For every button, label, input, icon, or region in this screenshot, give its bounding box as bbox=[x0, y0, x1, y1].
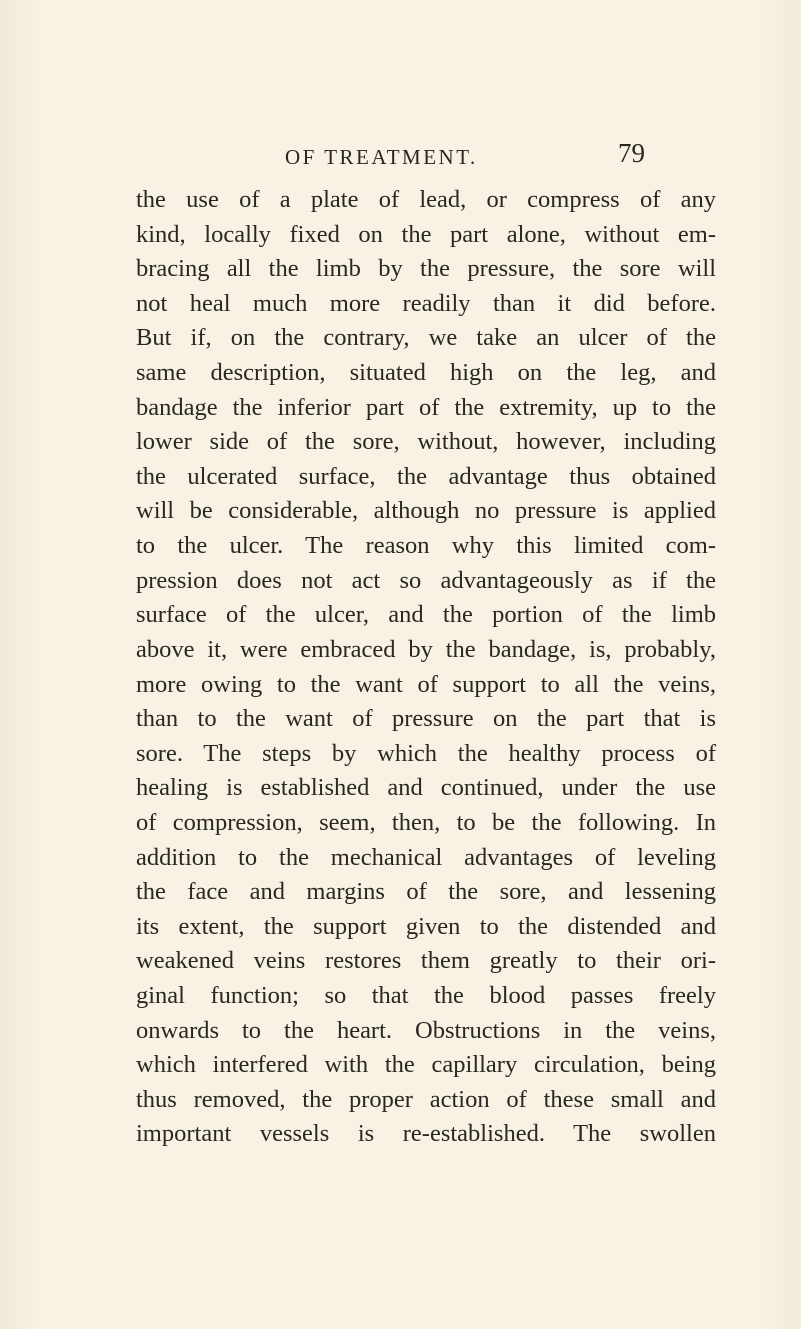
text-line: pression does not act so advantageously as if the bbox=[136, 566, 716, 594]
text-line: thus removed, the proper action of these small and bbox=[136, 1085, 716, 1113]
text-line: not heal much more readily than it did before. bbox=[136, 289, 716, 317]
text-line: will be considerable, although no pressure is applied bbox=[136, 497, 716, 525]
text-line: surface of the ulcer, and the portion of the limb bbox=[136, 601, 716, 629]
text-line: important vessels is re-established. The swollen bbox=[136, 1120, 716, 1148]
text-line: the use of a plate of lead, or compress of any bbox=[136, 186, 716, 213]
body-text bbox=[136, 183, 716, 1152]
text-line: But if, on the contrary, we take an ulcer of the bbox=[136, 324, 716, 352]
running-head bbox=[0, 138, 801, 178]
text-line: onwards to the heart. Obstructions in the veins, bbox=[136, 1016, 716, 1044]
text-line: than to the want of pressure on the part that is bbox=[136, 705, 716, 733]
text-line: lower side of the sore, without, however, including bbox=[136, 428, 716, 456]
text-line: its extent, the support given to the distended and bbox=[136, 912, 716, 940]
text-line: above it, were embraced by the bandage, is, probably, bbox=[136, 635, 716, 663]
text-line: same description, situated high on the leg, and bbox=[136, 359, 716, 387]
text-line: addition to the mechanical advantages of leveling bbox=[136, 843, 716, 871]
text-line: weakened veins restores them greatly to their ori- bbox=[136, 947, 716, 975]
text-line: to the ulcer. The reason why this limited com- bbox=[136, 532, 716, 560]
text-line: ginal function; so that the blood passes freely bbox=[136, 982, 716, 1010]
text-line: more owing to the want of support to all the veins, bbox=[136, 670, 716, 698]
text-line: of compression, seem, then, to be the following. In bbox=[136, 808, 716, 836]
page-number: 79 bbox=[618, 138, 645, 168]
text-line: sore. The steps by which the healthy process of bbox=[136, 739, 716, 767]
text-line: kind, locally fixed on the part alone, without em- bbox=[136, 220, 716, 248]
text-line: bracing all the limb by the pressure, the sore will bbox=[136, 255, 716, 283]
running-head-title: OF TREATMENT. bbox=[285, 145, 478, 169]
text-line: the ulcerated surface, the advantage thus obtained bbox=[136, 462, 716, 490]
text-line: bandage the inferior part of the extremity, up to the bbox=[136, 393, 716, 421]
text-line: which interfered with the capillary circulation, being bbox=[136, 1051, 716, 1079]
text-line: healing is established and continued, under the use bbox=[136, 774, 716, 802]
text-line: the face and margins of the sore, and lessening bbox=[136, 878, 716, 906]
